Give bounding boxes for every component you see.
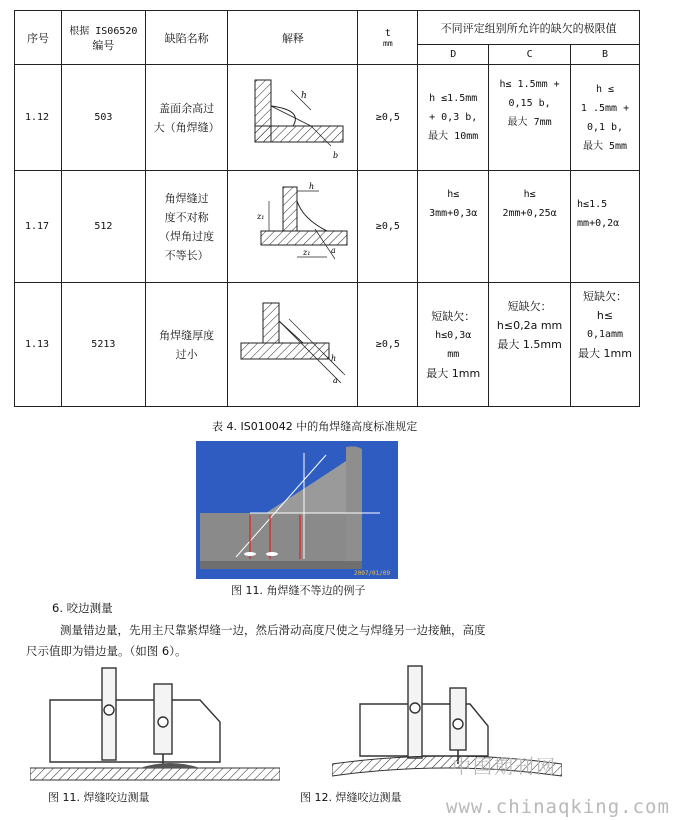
defect-name-line: 盖面余高过 — [159, 101, 215, 115]
limit-line: h≤0,3α — [435, 329, 472, 341]
limit-line: + 0,3 b, — [429, 112, 478, 123]
defect-name-line: 不等长） — [164, 248, 209, 262]
limit-c — [489, 171, 571, 283]
limit-line: h ≤1.5mm — [429, 93, 478, 104]
defect-name-line: （焊角过度 — [159, 229, 215, 243]
defect-name-line: 角焊缝厚度 — [159, 328, 215, 342]
limit-line: h≤ — [596, 309, 614, 322]
excess-weld-diagram — [233, 70, 353, 162]
weld-spec-table — [14, 10, 640, 407]
row-seq: 1.12 — [15, 65, 62, 171]
diagram-label-b: b — [332, 151, 339, 160]
diagram-label-h: h — [330, 354, 337, 363]
header-grade-d: D — [418, 45, 489, 65]
weld-photo-drawing — [196, 441, 398, 579]
limit-line: h≤ 1.5mm + — [499, 79, 560, 90]
limit-b — [571, 65, 640, 171]
header-defect: 缺陷名称 — [145, 11, 228, 65]
limit-line: 最大 1mm — [426, 366, 481, 380]
header-iso — [61, 11, 145, 65]
limit-line: h ≤ — [595, 83, 615, 95]
diagram-cell — [228, 65, 358, 171]
defect-name-line: 过小 — [175, 347, 198, 361]
limit-line: 最大 1.5mm — [497, 338, 562, 351]
table-row — [15, 171, 640, 283]
table-row — [15, 283, 640, 407]
paragraph-line: 尺示值即为错边量。（如图 6）。 — [26, 644, 187, 658]
limit-b — [571, 283, 640, 407]
row-seq: 1.17 — [15, 171, 62, 283]
row-t: ≥0,5 — [358, 283, 418, 407]
header-t-symbol: t — [384, 27, 391, 39]
figure-11-caption: 图 11. 角焊缝不等边的例子 — [231, 584, 366, 597]
limit-c — [489, 65, 571, 171]
diagram-label-z1: z₁ — [256, 212, 265, 221]
diagram-label-h: h — [308, 182, 315, 191]
limit-line: 短缺欠： — [431, 309, 476, 323]
undercut-gauge-drawing-left — [30, 664, 280, 786]
header-seq: 序号 — [15, 11, 62, 65]
weld-photo — [196, 441, 398, 579]
watermark-url: www.chinaqking.com — [446, 796, 670, 818]
paragraph-line: 测量错边量，先用主尺靠紧焊缝一边，然后滑动高度尺使之与焊缝另一边接触，高度 — [60, 623, 486, 637]
limit-d — [418, 65, 489, 171]
limit-line: 最大 5mm — [582, 140, 628, 152]
asymmetric-weld-diagram — [233, 179, 353, 271]
limit-c — [489, 283, 571, 407]
header-iso-line2: 编号 — [92, 39, 115, 52]
limit-b — [571, 171, 640, 283]
diagram-label-h: h — [300, 91, 307, 101]
limit-line: h≤ — [523, 189, 536, 200]
header-iso-line1: 根据 IS06520 — [69, 26, 138, 37]
header-explain: 解释 — [228, 11, 358, 65]
defect-name-line: 度不对称 — [164, 210, 209, 224]
row-t: ≥0,5 — [358, 171, 418, 283]
limit-d — [418, 283, 489, 407]
row-defect-name — [145, 65, 228, 171]
limit-line: 0,1amm — [586, 329, 624, 340]
row-defect-name — [145, 283, 228, 407]
header-grade-c: C — [489, 45, 571, 65]
header-t — [358, 11, 418, 65]
limit-line: 短缺欠： — [583, 290, 628, 303]
limit-line: 1 .5mm + — [580, 102, 630, 114]
header-limits: 不同评定组别所允许的缺欠的极限值 — [418, 11, 640, 45]
limit-d — [418, 171, 489, 283]
limit-line: h≤0,2a mm — [496, 319, 563, 332]
limit-line: 0,1 b, — [586, 121, 624, 133]
limit-line: 2mm+0,25α — [502, 208, 557, 219]
diagram-label-z1: z₁ — [302, 248, 311, 257]
defect-name-line: 大（角焊缝） — [153, 120, 220, 134]
limit-line: 最大 1mm — [578, 347, 632, 360]
diagram-cell — [228, 283, 358, 407]
table-row — [15, 65, 640, 171]
row-seq: 1.13 — [15, 283, 62, 407]
limit-line: 0,15 b, — [508, 98, 551, 109]
row-defect-name — [145, 171, 228, 283]
header-grade-b: B — [571, 45, 640, 65]
limit-line: 3mm+0,3α — [429, 208, 478, 219]
limit-line: h≤ — [447, 189, 460, 200]
limit-line: 最大 10mm — [428, 131, 479, 142]
row-iso: 512 — [61, 171, 145, 283]
limit-line: mm+0,2α — [577, 218, 620, 229]
thin-weld-diagram — [233, 291, 353, 395]
diagram-label-a: a — [332, 376, 338, 385]
photo-date-stamp: 2007/01/09 — [354, 570, 391, 577]
defect-name-line: 角焊缝过 — [164, 191, 209, 205]
bottom-right-caption: 图 12. 焊缝咬边测量 — [300, 791, 402, 804]
bottom-left-caption: 图 11. 焊缝咬边测量 — [48, 791, 150, 804]
limit-line: mm — [447, 348, 460, 360]
limit-line: 最大 7mm — [507, 117, 552, 128]
row-t: ≥0,5 — [358, 65, 418, 171]
section-heading: 6. 咬边测量 — [52, 601, 113, 615]
header-t-unit: mm — [383, 38, 393, 48]
watermark-chinese: 中国期刊网 — [452, 756, 558, 778]
row-iso: 5213 — [61, 283, 145, 407]
diagram-label-a: a — [330, 246, 336, 255]
limit-line: h≤1.5 — [577, 199, 608, 210]
limit-line: 短缺欠： — [507, 300, 552, 313]
diagram-cell — [228, 171, 358, 283]
row-iso: 503 — [61, 65, 145, 171]
table-caption: 表 4. IS010042 中的角焊缝高度标准规定 — [212, 420, 418, 433]
